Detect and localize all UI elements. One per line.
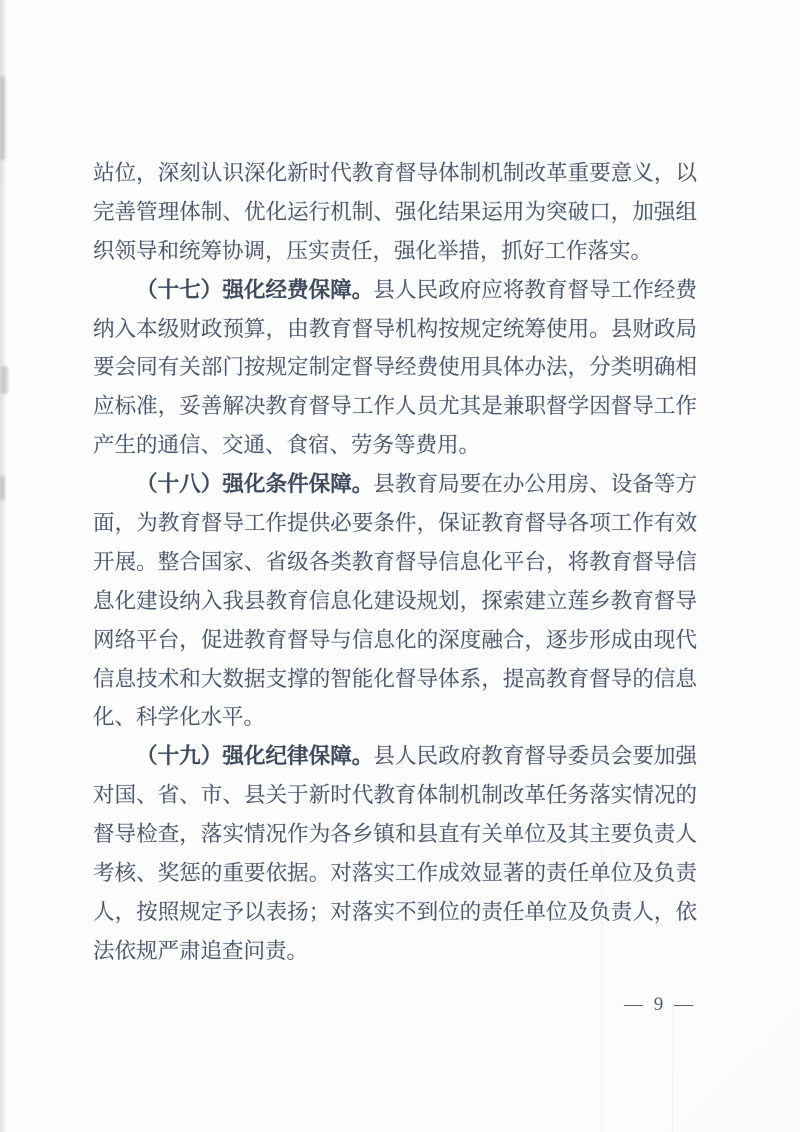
paragraph bbox=[93, 737, 697, 970]
text-line: 对国、省、市、县关于新时代教育体制机制改革任务落实情况的 bbox=[93, 783, 697, 808]
text-line bbox=[93, 271, 697, 310]
scan-smudge-artifact bbox=[0, 76, 5, 160]
text-line: 产生的通信、交通、食宿、劳务等费用。 bbox=[93, 433, 481, 458]
text-run: 县人民政府教育督导委员会要加强 bbox=[373, 744, 697, 769]
section-heading: （十七）强化经费保障。 bbox=[136, 277, 374, 302]
text-line bbox=[93, 465, 697, 504]
scan-smudge-artifact bbox=[1, 366, 8, 394]
text-line bbox=[93, 737, 697, 776]
section-heading: （十九）强化纪律保障。 bbox=[136, 744, 374, 769]
scan-crease-artifact bbox=[672, 1005, 673, 1132]
text-line: 开展。整合国家、省级各类教育督导信息化平台，将教育督导信 bbox=[93, 549, 697, 574]
scan-smudge-artifact bbox=[0, 476, 5, 500]
text-line: 督导检查，落实情况作为各乡镇和县直有关单位及其主要负责人 bbox=[93, 822, 697, 847]
text-line: 法依规严肃追查问责。 bbox=[93, 938, 309, 963]
text-line: 应标准，妥善解决教育督导工作人员尤其是兼职督学因督导工作 bbox=[93, 394, 697, 419]
text-line: 网络平台，促进教育督导与信息化的深度融合，逐步形成由现代 bbox=[93, 627, 697, 652]
text-line: 织领导和统筹协调，压实责任，强化举措，抓好工作落实。 bbox=[93, 238, 653, 263]
paragraph bbox=[93, 465, 697, 737]
text-line: 考核、奖惩的重要依据。对落实工作成效显著的责任单位及负责 bbox=[93, 861, 697, 886]
text-line: 化、科学化水平。 bbox=[93, 705, 266, 730]
text-line: 完善管理体制、优化运行机制、强化结果运用为突破口，加强组 bbox=[93, 199, 697, 224]
scan-edge-artifact bbox=[0, 0, 7, 1132]
page-number: — 9 — bbox=[624, 994, 696, 1015]
text-run: 县人民政府应将教育督导工作经费 bbox=[373, 277, 697, 302]
paragraph bbox=[93, 154, 697, 271]
text-line: 要会同有关部门按规定制定督导经费使用具体办法，分类明确相 bbox=[93, 355, 697, 380]
text-run: 县教育局要在办公用房、设备等方 bbox=[373, 472, 697, 497]
text-line: 息化建设纳入我县教育信息化建设规划，探索建立莲乡教育督导 bbox=[93, 588, 697, 613]
text-line: 站位，深刻认识深化新时代教育督导体制机制改革重要意义，以 bbox=[93, 161, 697, 185]
text-line: 人，按照规定予以表扬；对落实不到位的责任单位及负责人，依 bbox=[93, 899, 697, 924]
text-line: 纳入本级财政预算，由教育督导机构按规定统筹使用。县财政局 bbox=[93, 316, 697, 341]
document-body-text bbox=[93, 154, 697, 971]
text-line: 信息技术和大数据支撑的智能化督导体系，提高教育督导的信息 bbox=[93, 666, 697, 691]
paragraph bbox=[93, 271, 697, 465]
section-heading: （十八）强化条件保障。 bbox=[136, 472, 374, 497]
text-line: 面，为教育督导工作提供必要条件，保证教育督导各项工作有效 bbox=[93, 511, 697, 536]
